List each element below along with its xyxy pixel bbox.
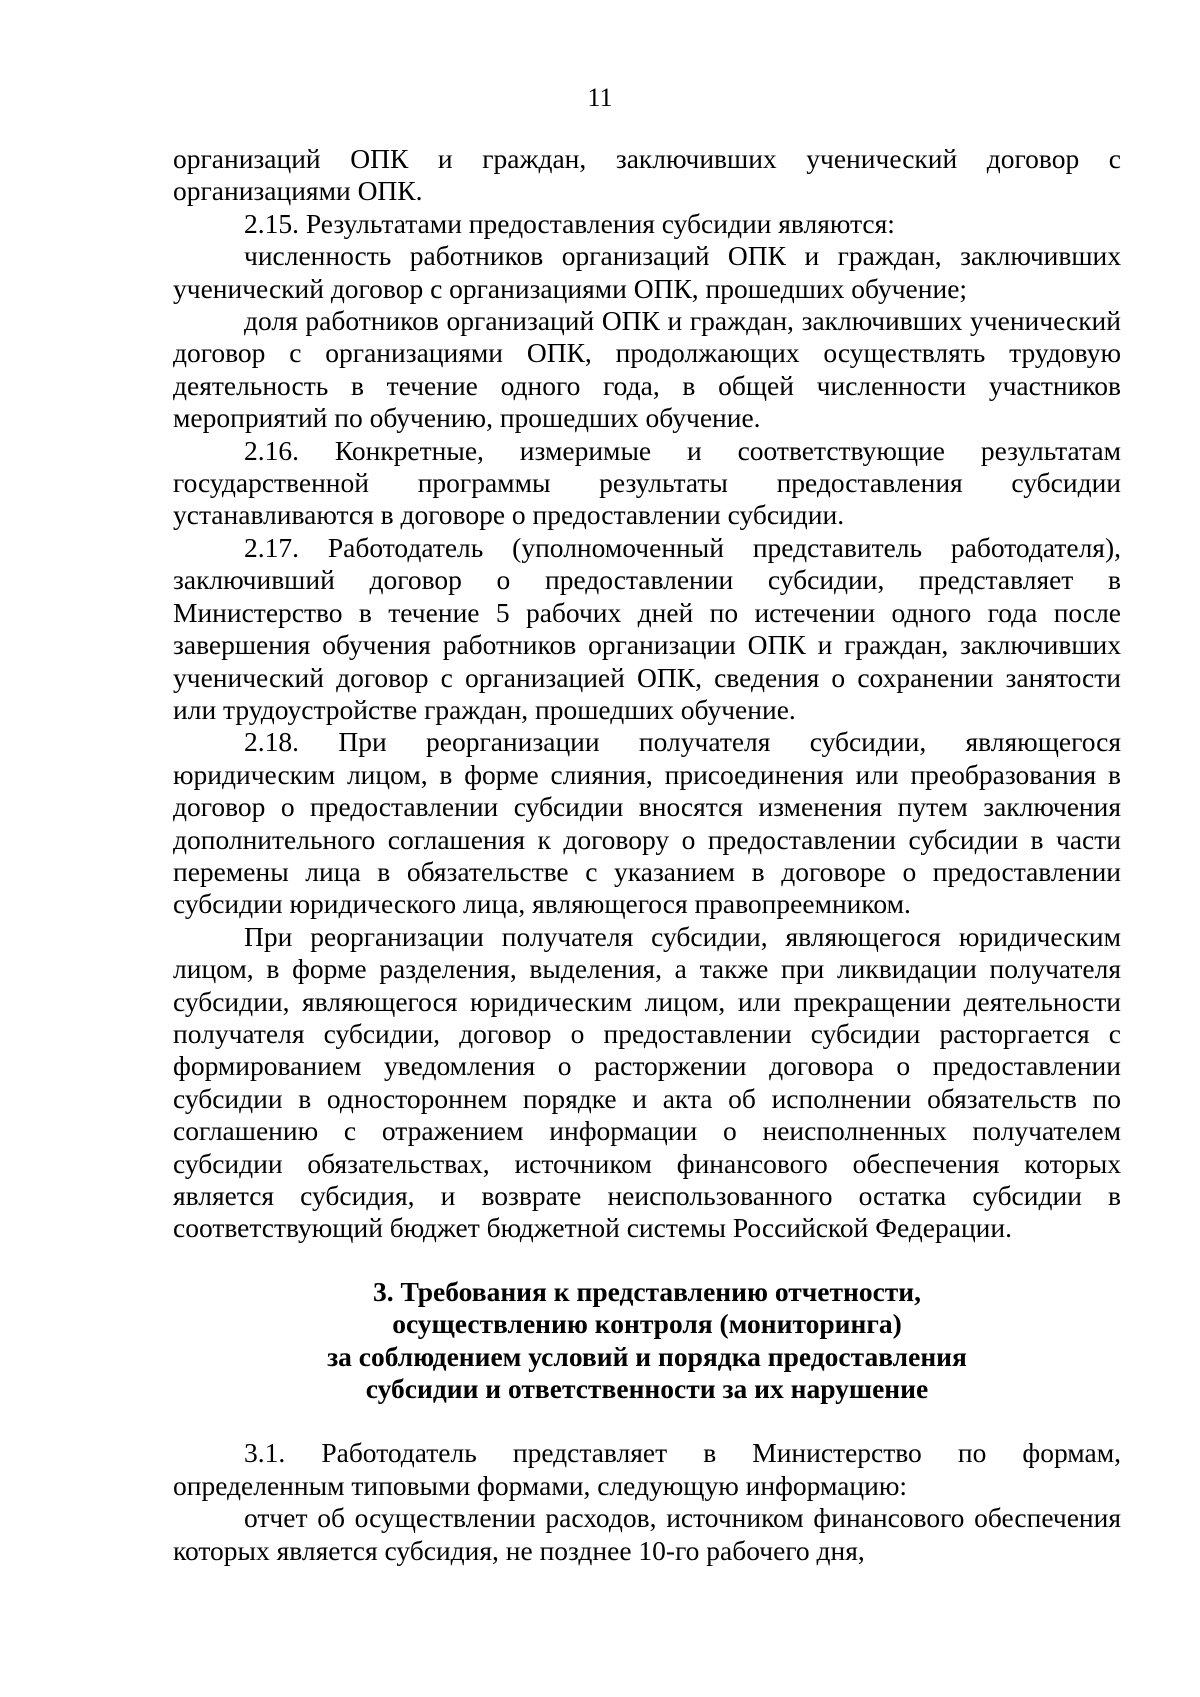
section-heading (173, 1276, 1121, 1406)
section-heading-line: осуществлению контроля (мониторинга) (392, 1308, 902, 1340)
section-heading-line: 3. Требования к представлению отчетности, (372, 1275, 922, 1307)
page-number: 11 (587, 83, 613, 112)
paragraph-3-1: 3.1. Работодатель представляет в Министерство по формам, определенным типовыми формами, следующую информацию: (173, 1437, 1121, 1501)
paragraph-2-17: 2.17. Работодатель (уполномоченный представитель работодателя), заключивший договор о предоставлении субсидии, представляет в Министерство в течение 5 рабочих дней по истечении одного года после завершения обучения работников организации ОПК и граждан, заключивших ученический договор с организацией ОПК, сведения о сохранении занятости или трудоустройстве граждан, прошедших обучение. (173, 531, 1121, 725)
document-body (173, 143, 1121, 1567)
paragraph-result-share: доля работников организаций ОПК и граждан, заключивших ученический договор с организациями ОПК, продолжающих осуществлять трудовую деятельность в течение одного года, в общей численности участников мероприятий по обучению, прошедших обучение. (173, 305, 1121, 434)
section-heading-line: субсидии и ответственности за их нарушение (365, 1373, 929, 1405)
paragraph-continuation: организаций ОПК и граждан, заключивших ученический договор с организациями ОПК. (173, 143, 1121, 207)
paragraph-reorganization: При реорганизации получателя субсидии, являющегося юридическим лицом, в форме разделения, выделения, а также при ликвидации получателя субсидии, являющегося юридическим лицом, или прекращении деятельности получателя субсидии, договор о предоставлении субсидии расторгается с формированием уведомления о расторжении договора о предоставлении субсидии в одностороннем порядке и акта об исполнении обязательств по соглашению с отражением информации о неисполненных получателем субсидии обязательствах, источником финансового обеспечения которых является субсидия, и возврате неиспользованного остатка субсидии в соответствующий бюджет бюджетной системы Российской Федерации. (173, 920, 1121, 1244)
paragraph-result-count: численность работников организаций ОПК и граждан, заключивших ученический договор с организациями ОПК, прошедших обучение; (173, 240, 1121, 304)
paragraph-report-expenses: отчет об осуществлении расходов, источником финансового обеспечения которых является субсидия, не позднее 10-го рабочего дня, (173, 1502, 1121, 1566)
paragraph-2-18: 2.18. При реорганизации получателя субсидии, являющегося юридическим лицом, в форме слияния, присоединения или преобразования в договор о предоставлении субсидии вносятся изменения путем заключения дополнительного соглашения к договору о предоставлении субсидии в части перемены лица в обязательстве с указанием в договоре о предоставлении субсидии юридического лица, являющегося правопреемником. (173, 726, 1121, 920)
paragraph-2-15: 2.15. Результатами предоставления субсидии являются: (244, 207, 895, 239)
section-heading-line: за соблюдением условий и порядка предоставления (327, 1340, 967, 1372)
paragraph-2-16: 2.16. Конкретные, измеримые и соответствующие результатам государственной программы результаты предоставления субсидии устанавливаются в договоре о предоставлении субсидии. (173, 434, 1121, 531)
